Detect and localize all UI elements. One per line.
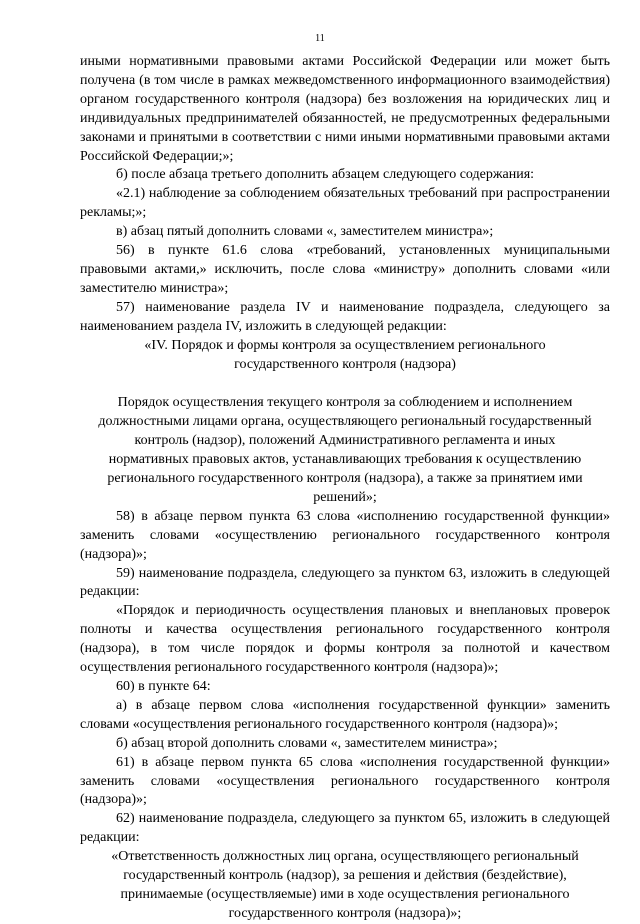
- paragraph-62: 62) наименование подраздела, следующего за пунктом 65, изложить в следующей редакции:: [80, 811, 610, 846]
- paragraph-v: в) абзац пятый дополнить словами «, заместителем министра»;: [116, 224, 494, 240]
- paragraph-59: 59) наименование подраздела, следующего за пунктом 63, изложить в следующей редакции:: [80, 565, 610, 600]
- paragraph-60-b: б) абзац второй дополнить словами «, заместителем министра»;: [116, 735, 498, 751]
- paragraph-60: 60) в пункте 64:: [116, 679, 211, 694]
- paragraph-continuation: иными нормативными правовыми актами Российской Федерации или может быть получена (в том числе в рамках межведомственного информационного взаимодействия) органом государственного контроля (надзора) без возложения на юридических лиц и индивидуальных предпринимателей обязанностей, не предусмотренных федеральными законами и принятыми в соответствии с ними иными нормативными правовыми актами Российской Федерации;»;: [80, 54, 610, 164]
- paragraph-56: 56) в пункте 61.6 слова «требований, установленных муниципальными правовыми актами,» исключить, после слова «министру» дополнить словами «или заместителю министра»;: [80, 243, 610, 296]
- paragraph-58: 58) в абзаце первом пункта 63 слова «исполнению государственной функции» заменить словами «осуществлению регионального государственного контроля (надзора)»;: [80, 508, 610, 562]
- page-number: 11: [315, 33, 325, 44]
- paragraph-60-a: а) в абзаце первом слова «исполнения государственной функции» заменить словами «осуществления регионального государственного контроля (надзора)»;: [80, 697, 610, 732]
- paragraph-57: 57) наименование раздела IV и наименование подраздела, следующего за наименованием раздела IV, изложить в следующей редакции:: [80, 299, 610, 334]
- subsection-heading-responsibility: «Ответственность должностных лиц органа, осуществляющего региональный государственный контроль (надзор), за решения и действия (бездействие), принимаемые (осуществляемые) ими в ходе осуществления регионального государственного контроля (надзора)»;: [111, 849, 579, 921]
- paragraph-b: б) после абзаца третьего дополнить абзацем следующего содержания:: [116, 167, 535, 183]
- paragraph-59-quote: «Порядок и периодичность осуществления плановых и внеплановых проверок полноты и качества осуществления регионального государственного контроля (надзора), в том числе порядок и формы контроля за полнотой и качеством осуществления регионального государственного контроля (надзора)»;: [80, 603, 610, 676]
- document-body: [80, 53, 610, 924]
- paragraph-61: 61) в абзаце первом пункта 65 слова «исполнения государственной функции» заменить словами «осуществления регионального государственного контроля (надзора)»;: [80, 754, 610, 808]
- spacer: [80, 374, 610, 394]
- paragraph-2-1: «2.1) наблюдение за соблюдением обязательных требований при распространении рекламы;»;: [80, 186, 610, 221]
- subsection-heading-current-control: Порядок осуществления текущего контроля за соблюдением и исполнением должностными лицами органа, осуществляющего региональный государственный контроль (надзор), положений Административного регламента и иных нормативных правовых актов, устанавливающих требования к осуществлению регионального государственного контроля (надзора), а также за принятием ими решений»;: [98, 395, 592, 505]
- section-iv-heading: «IV. Порядок и формы контроля за осуществлением регионального государственного контроля (надзора): [144, 337, 546, 372]
